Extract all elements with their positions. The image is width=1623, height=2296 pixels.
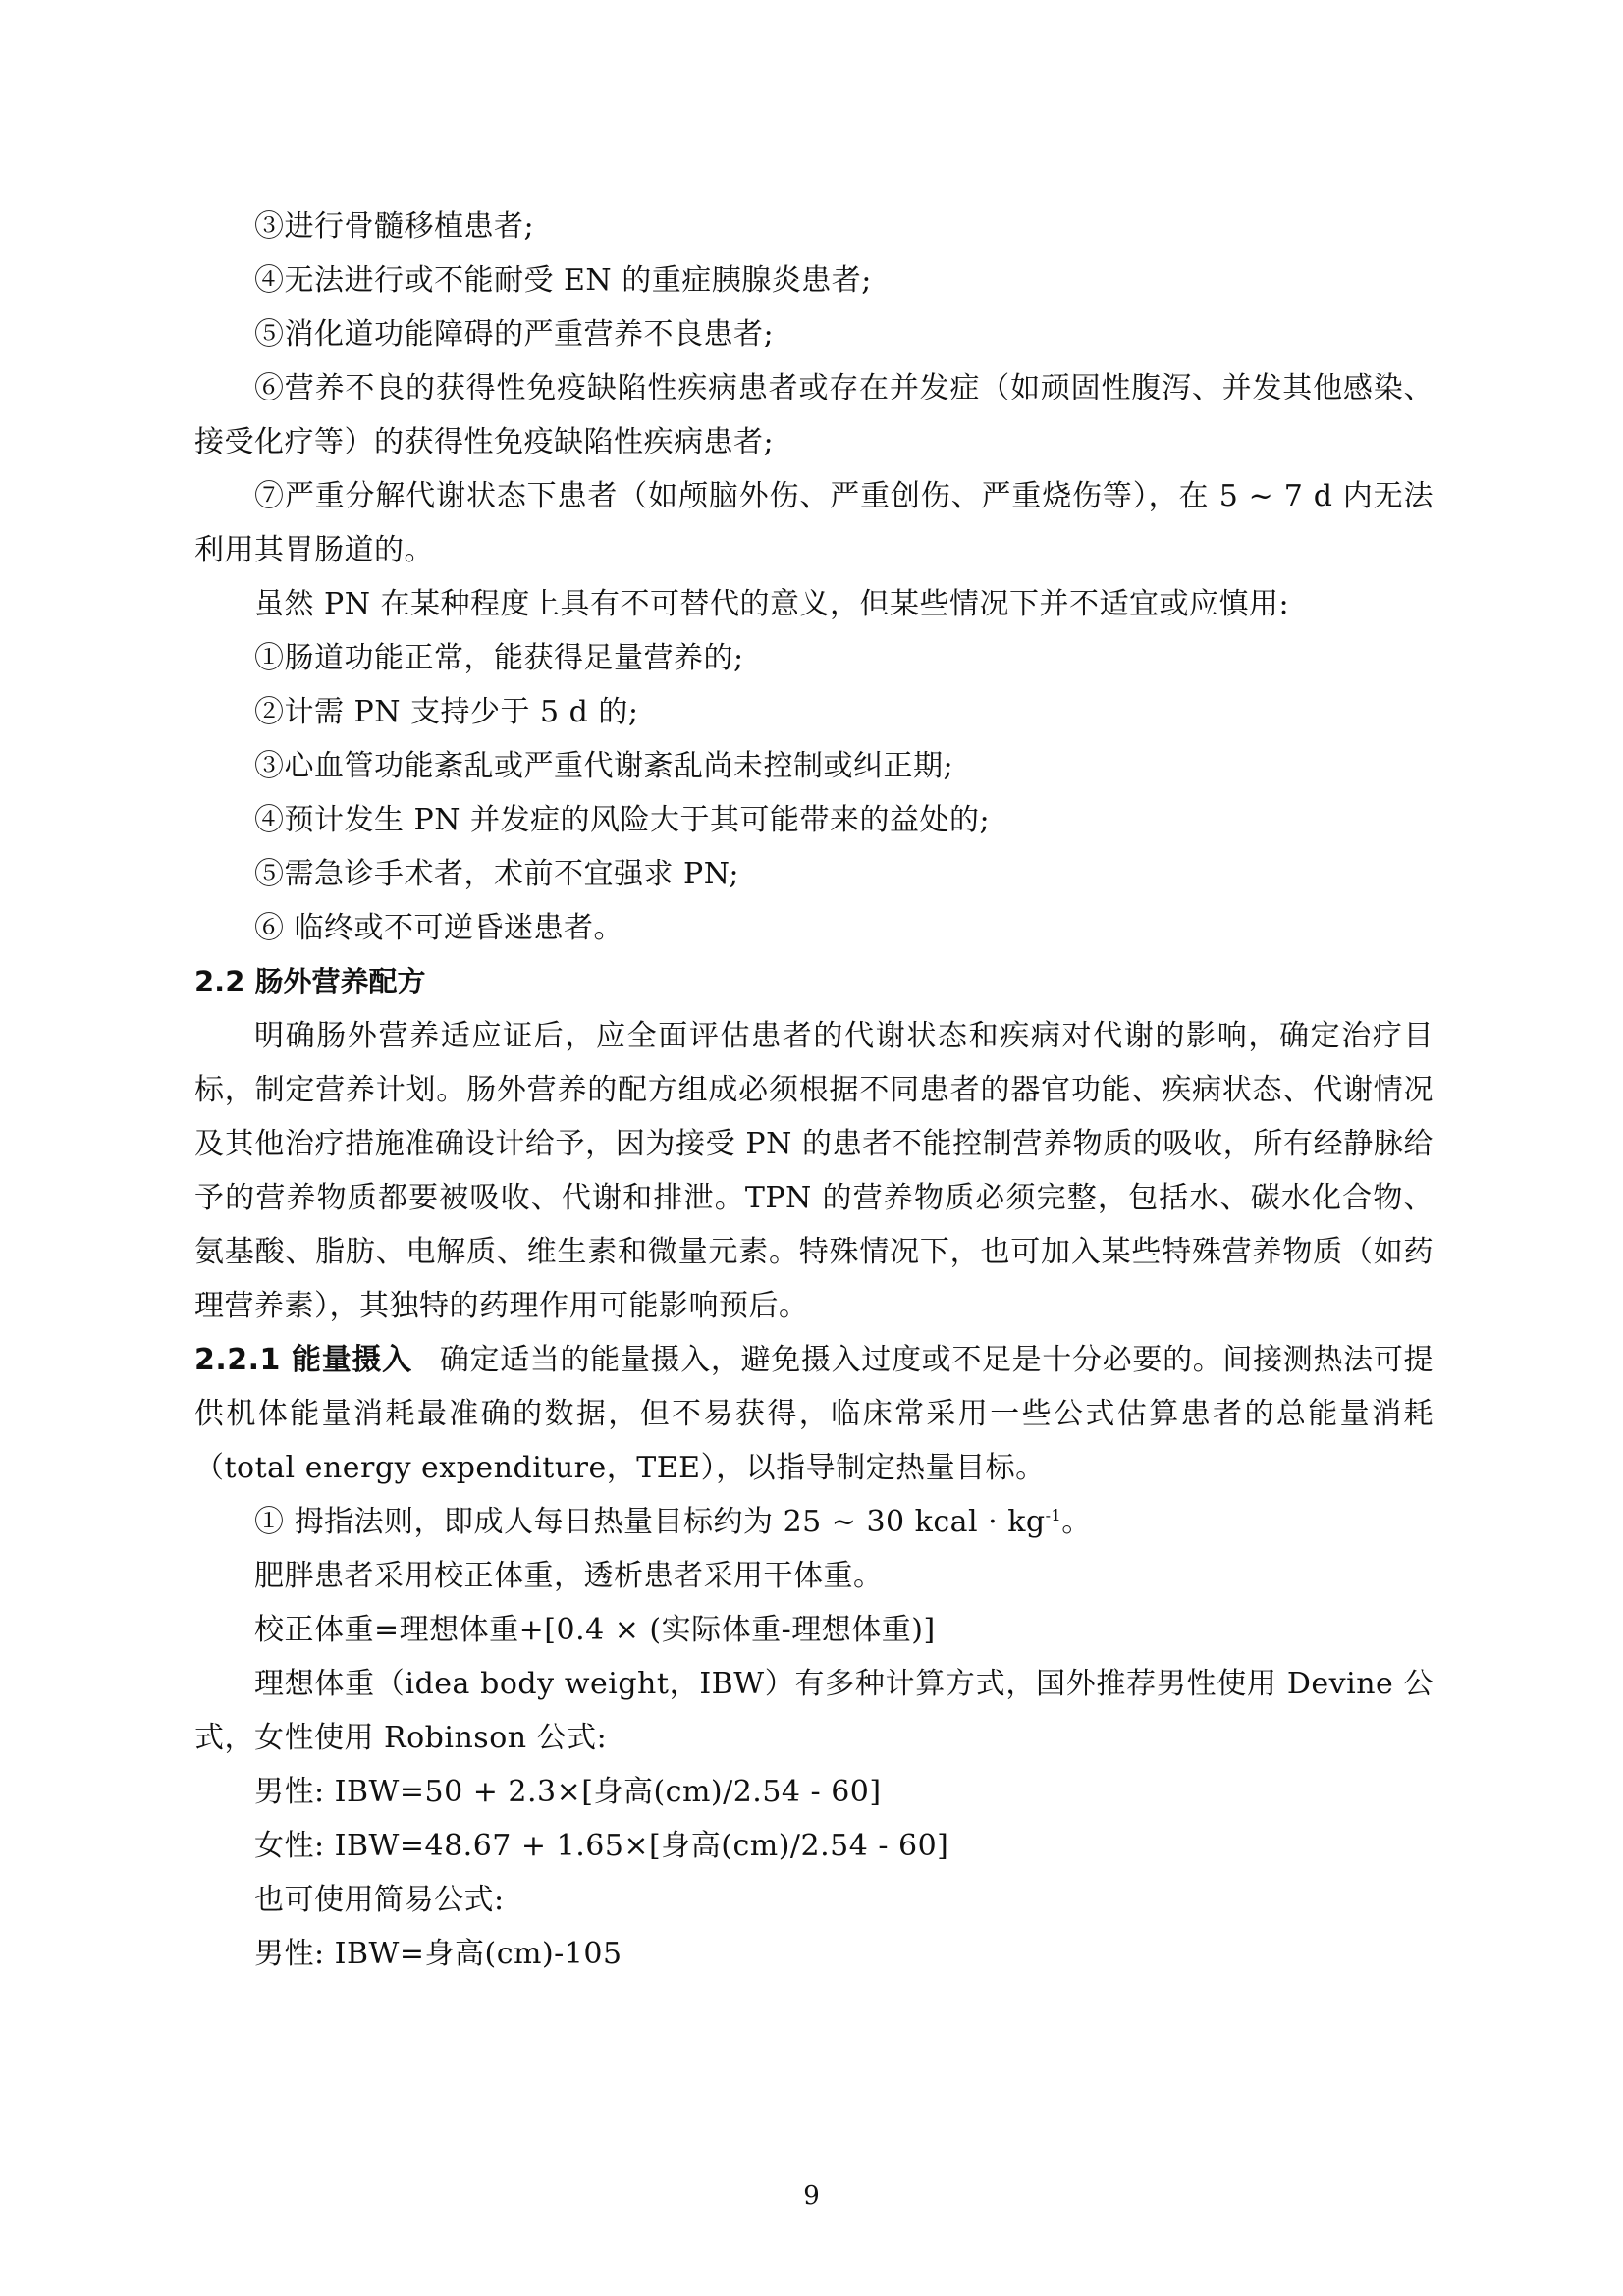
paragraph-text: 理想体重（idea body weight，IBW）有多种计算方式，国外推荐男性使用 Devine 公式，女性使用 Robinson 公式:: [194, 1667, 1434, 1755]
paragraph-text: ⑥营养不良的获得性免疫缺陷性疾病患者或存在并发症（如顽固性腹泻、并发其他感染、接受化疗等）的获得性免疫缺陷性疾病患者;: [194, 371, 1434, 459]
paragraph-text: 2.2 肠外营养配方: [194, 965, 426, 998]
superscript: -1: [1045, 1506, 1062, 1524]
paragraph-text: 校正体重=理想体重+[0.4 × (实际体重-理想体重)]: [254, 1613, 936, 1647]
paragraph-text: ⑦严重分解代谢状态下患者（如颅脑外伤、严重创伤、严重烧伤等），在 5 ~ 7 d 内无法利用其胃肠道的。: [194, 479, 1434, 567]
paragraph-text: ③心血管功能紊乱或严重代谢紊乱尚未控制或纠正期;: [254, 749, 954, 783]
paragraph: [194, 1495, 1434, 1549]
paragraph: [194, 1819, 1434, 1873]
paragraph-text: 肥胖患者采用校正体重，透析患者采用干体重。: [254, 1559, 884, 1593]
paragraph: [194, 1657, 1434, 1765]
paragraph: [194, 253, 1434, 307]
paragraph-text: 明确肠外营养适应证后，应全面评估患者的代谢状态和疾病对代谢的影响，确定治疗目标，制定营养计划。肠外营养的配方组成必须根据不同患者的器官功能、疾病状态、代谢情况及其他治疗措施准确设计给予，因为接受 PN 的患者不能控制营养物质的吸收，所有经静脉给予的营养物质都要被吸收、代谢和排泄。TPN 的营养物质必须完整，包括水、碳水化合物、氨基酸、脂肪、电解质、维生素和微量元素。特殊情况下，也可加入某些特殊营养物质（如药理营养素），其独特的药理作用可能影响预后。: [194, 1019, 1434, 1323]
paragraph: [194, 361, 1434, 469]
paragraph: [194, 1603, 1434, 1657]
paragraph: [194, 1873, 1434, 1927]
paragraph: [194, 199, 1434, 253]
paragraph-text-end: 。: [1061, 1505, 1092, 1539]
subsection-heading: 2.2.1 能量摄入: [194, 1343, 412, 1377]
paragraph: [194, 307, 1434, 361]
page-body: [194, 199, 1434, 1981]
paragraph: [194, 1549, 1434, 1603]
paragraph: [194, 1009, 1434, 1333]
paragraph-text: ① 拇指法则，即成人每日热量目标约为 25 ~ 30 kcal · kg: [254, 1505, 1046, 1539]
paragraph: [194, 685, 1434, 739]
paragraph: [194, 577, 1434, 631]
paragraph: [194, 469, 1434, 577]
paragraph-text: ②计需 PN 支持少于 5 d 的;: [254, 695, 639, 729]
page-number: 9: [803, 2181, 820, 2211]
paragraph: [194, 901, 1434, 955]
paragraph-text: 男性: IBW=身高(cm)-105: [254, 1937, 622, 1971]
paragraph: [194, 739, 1434, 793]
paragraph-text: ④预计发生 PN 并发症的风险大于其可能带来的益处的;: [254, 803, 991, 837]
paragraph-text: ④无法进行或不能耐受 EN 的重症胰腺炎患者;: [254, 263, 872, 297]
paragraph-text: ③进行骨髓移植患者;: [254, 209, 535, 243]
paragraph: [194, 1333, 1434, 1495]
paragraph-text: ⑥ 临终或不可逆昏迷患者。: [254, 911, 624, 945]
paragraph-text: 确定适当的能量摄入，避免摄入过度或不足是十分必要的。间接测热法可提供机体能量消耗最准确的数据，但不易获得，临床常采用一些公式估算患者的总能量消耗（total energy expenditure，TEE），以指导制定热量目标。: [194, 1343, 1434, 1485]
paragraph-text: 女性: IBW=48.67 + 1.65×[身高(cm)/2.54 - 60]: [254, 1829, 949, 1863]
paragraph-text: 男性: IBW=50 + 2.3×[身高(cm)/2.54 - 60]: [254, 1775, 882, 1809]
paragraph-text: ⑤需急诊手术者，术前不宜强求 PN;: [254, 857, 740, 891]
paragraph: [194, 793, 1434, 847]
paragraph-text: ⑤消化道功能障碍的严重营养不良患者;: [254, 317, 775, 351]
paragraph: [194, 847, 1434, 901]
paragraph-text: 也可使用简易公式:: [254, 1883, 505, 1917]
paragraph-text: 虽然 PN 在某种程度上具有不可替代的意义，但某些情况下并不适宜或应慎用:: [254, 587, 1290, 621]
paragraph-text: ①肠道功能正常，能获得足量营养的;: [254, 641, 744, 675]
paragraph: [194, 1927, 1434, 1981]
paragraph: [194, 631, 1434, 685]
paragraph: [194, 1765, 1434, 1819]
section-heading: [194, 955, 1434, 1009]
